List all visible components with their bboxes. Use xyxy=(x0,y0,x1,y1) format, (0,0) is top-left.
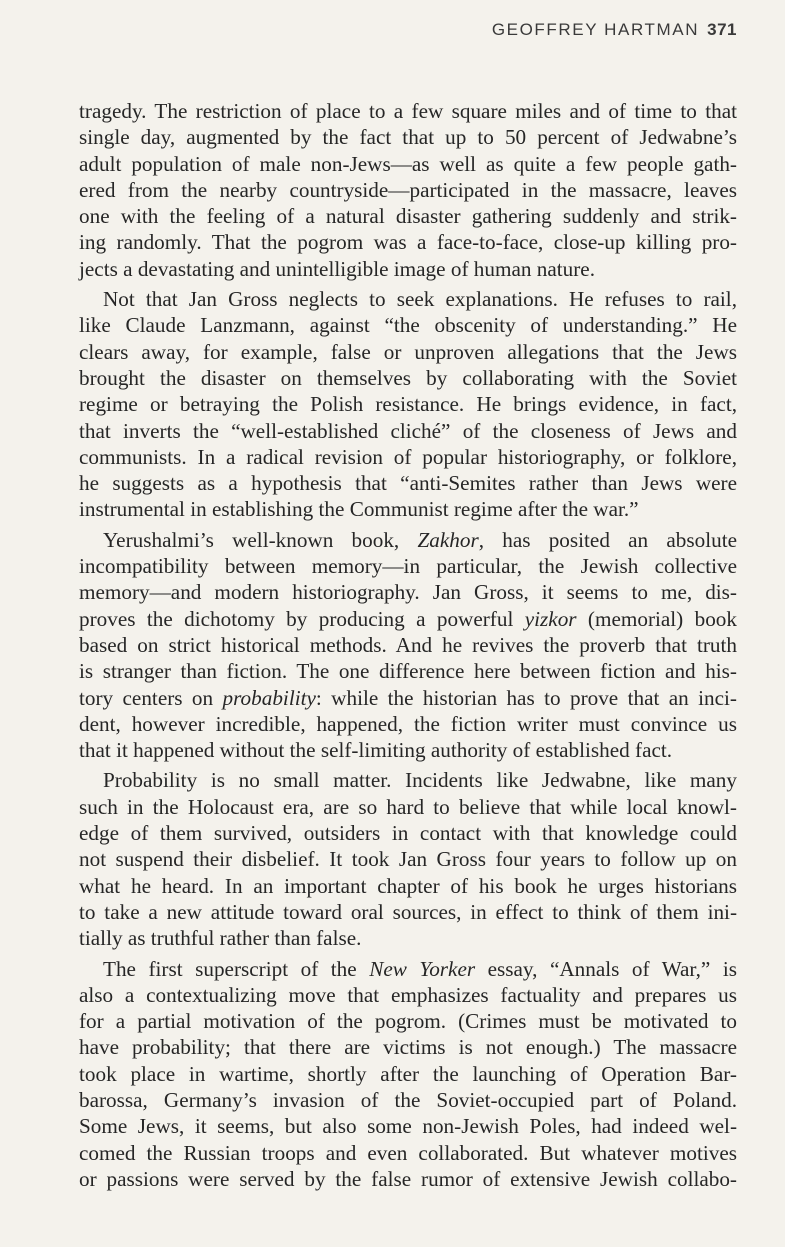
text-line: clears away, for example, false or unproven allegations that the Jews xyxy=(79,339,737,364)
page-number: 371 xyxy=(707,20,737,39)
text-segment: tory centers on xyxy=(79,685,223,710)
running-head-author: GEOFFREY HARTMAN xyxy=(491,20,700,39)
paragraph-4 xyxy=(79,767,737,951)
text-segment: Yerushalmi’s well-known book, xyxy=(103,527,418,552)
text-line: brought the disaster on themselves by collaborating with the Soviet xyxy=(79,365,737,390)
text-line: tragedy. The restriction of place to a few square miles and of time to that xyxy=(79,99,737,123)
text-line: or passions were served by the false rumor of extensive Jewish collabo- xyxy=(79,1166,737,1191)
text-line: that inverts the “well-established cliché” of the closeness of Jews and xyxy=(79,418,737,443)
text-line: comed the Russian troops and even collaborated. But whatever motives xyxy=(79,1140,737,1165)
text-line xyxy=(79,956,737,982)
paragraph-3 xyxy=(79,527,737,764)
text-line: communists. In a radical revision of popular historiography, or folklore, xyxy=(79,444,737,469)
magazine-title-new-yorker: New Yorker xyxy=(369,956,476,981)
text-segment: proves the dichotomy by producing a powerful xyxy=(79,606,525,631)
text-segment: , has posited an absolute xyxy=(478,527,737,552)
text-line: edge of them survived, outsiders in contact with that knowledge could xyxy=(79,821,737,846)
text-line xyxy=(79,606,737,632)
text-line: one with the feeling of a natural disaster gathering suddenly and strik- xyxy=(79,204,737,229)
term-probability: probability xyxy=(222,685,316,710)
text-line: single day, augmented by the fact that up to 50 percent of Jedwabne’s xyxy=(79,125,737,150)
text-line: that it happened without the self-limiting authority of established fact. xyxy=(79,738,673,763)
text-line: such in the Holocaust era, are so hard to believe that while local knowl- xyxy=(79,794,737,819)
text-line: also a contextualizing move that emphasizes factuality and prepares us xyxy=(79,982,737,1007)
text-line: memory—and modern historiography. Jan Gross, it seems to me, dis- xyxy=(79,580,737,605)
text-line: for a partial motivation of the pogrom. (Crimes must be motivated to xyxy=(79,1009,737,1034)
running-head xyxy=(492,20,737,40)
text-line: he suggests as a hypothesis that “anti-Semites rather than Jews were xyxy=(79,471,737,496)
text-line: dent, however incredible, happened, the fiction writer must convince us xyxy=(79,711,737,736)
text-line: to take a new attitude toward oral sources, in effect to think of them ini- xyxy=(79,899,737,924)
text-line: is stranger than fiction. The one difference here between fiction and his- xyxy=(79,659,737,684)
text-line: ing randomly. That the pogrom was a face-to-face, close-up killing pro- xyxy=(79,230,737,255)
term-yizkor: yizkor xyxy=(524,606,577,631)
text-line: instrumental in establishing the Communist regime after the war.” xyxy=(79,497,639,522)
paragraph-2 xyxy=(79,286,737,523)
text-line: adult population of male non-Jews—as well as quite a few people gath- xyxy=(79,151,737,176)
text-line: based on strict historical methods. And he revives the proverb that truth xyxy=(79,632,737,657)
text-line: Not that Jan Gross neglects to seek explanations. He refuses to rail, xyxy=(103,287,737,312)
text-line xyxy=(79,527,737,553)
body-text xyxy=(79,98,737,1192)
text-line: Some Jews, it seems, but also some non-Jewish Poles, had indeed wel- xyxy=(79,1114,737,1139)
text-line: like Claude Lanzmann, against “the obscenity of understanding.” He xyxy=(79,313,737,338)
text-line: regime or betraying the Polish resistance. He brings evidence, in fact, xyxy=(79,392,737,417)
text-segment: essay, “Annals of War,” is xyxy=(475,956,737,981)
text-line: Probability is no small matter. Incidents like Jedwabne, like many xyxy=(103,768,737,793)
paragraph-5 xyxy=(79,956,737,1193)
text-line: barossa, Germany’s invasion of the Soviet-occupied part of Poland. xyxy=(79,1087,737,1112)
text-line: tially as truthful rather than false. xyxy=(79,926,362,951)
text-line: ered from the nearby countryside—participated in the massacre, leaves xyxy=(79,177,737,202)
text-line: not suspend their disbelief. It took Jan Gross four years to follow up on xyxy=(79,847,737,872)
text-line: have probability; that there are victims is not enough.) The massacre xyxy=(79,1035,737,1060)
text-line: incompatibility between memory—in particular, the Jewish collective xyxy=(79,554,737,579)
paragraph-1 xyxy=(79,98,737,282)
text-line xyxy=(79,685,737,711)
text-segment: (memorial) book xyxy=(576,606,737,631)
text-line: what he heard. In an important chapter of his book he urges historians xyxy=(79,873,737,898)
book-title-zakhor: Zakhor xyxy=(417,527,479,552)
text-line: jects a devastating and unintelligible image of human nature. xyxy=(79,256,595,281)
text-segment: : while the historian has to prove that an inci- xyxy=(315,685,737,710)
text-segment: The first superscript of the xyxy=(103,956,370,981)
text-line: took place in wartime, shortly after the launching of Operation Bar- xyxy=(79,1061,737,1086)
